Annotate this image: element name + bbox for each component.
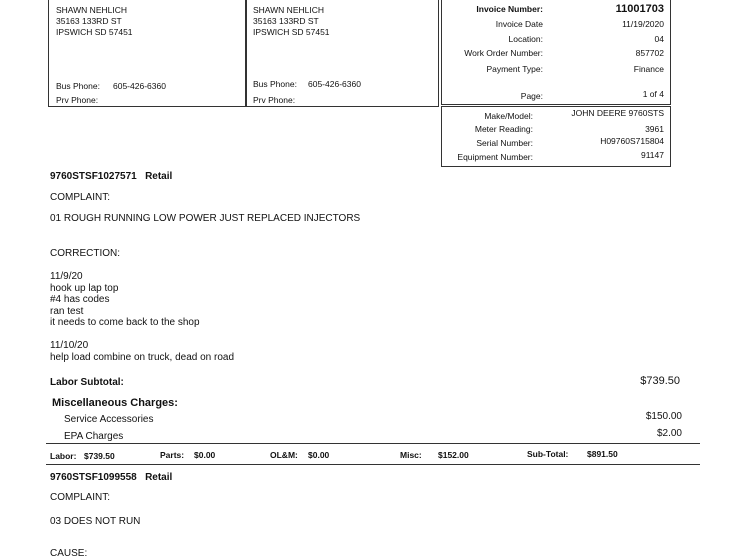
totals-misc: $152.00 bbox=[438, 450, 469, 460]
work-order-label: Work Order Number: bbox=[464, 48, 543, 58]
ship-to-street: 35163 133RD ST bbox=[253, 16, 319, 26]
job1-notes bbox=[50, 271, 200, 329]
note-line: it needs to come back to the shop bbox=[50, 317, 200, 328]
totals-rule bbox=[46, 443, 700, 444]
make-model-label: Make/Model: bbox=[484, 111, 533, 121]
ship-to-name: SHAWN NEHLICH bbox=[253, 5, 324, 15]
job2-cause-label: CAUSE: bbox=[50, 548, 88, 559]
labor-subtotal: $739.50 bbox=[640, 375, 680, 387]
note-line: 11/10/20 bbox=[50, 340, 89, 351]
sold-to-name: SHAWN NEHLICH bbox=[56, 5, 127, 15]
location-value: 04 bbox=[654, 34, 664, 44]
payment-type-label: Payment Type: bbox=[486, 64, 543, 74]
totals-parts-label: Parts: bbox=[160, 450, 185, 460]
ship-to-bus-phone: 605-426-6360 bbox=[308, 79, 361, 89]
job1-heading: 9760STSF1027571 Retail bbox=[50, 171, 173, 182]
totals-olm-label: OL&M: bbox=[270, 450, 298, 460]
meter-reading: 3961 bbox=[645, 124, 664, 134]
job2-complaint: 03 DOES NOT RUN bbox=[50, 516, 141, 527]
payment-type: Finance bbox=[633, 64, 664, 74]
work-order-number: 857702 bbox=[635, 48, 664, 58]
note-line: hook up lap top bbox=[50, 282, 119, 294]
job1-complaint: 01 ROUGH RUNNING LOW POWER JUST REPLACED INJECTORS bbox=[50, 213, 361, 224]
sold-to-bus-phone-label: Bus Phone: bbox=[56, 81, 100, 91]
sold-to-prv-phone-label: Prv Phone: bbox=[56, 95, 99, 105]
misc-item-epa-charges-value: $2.00 bbox=[656, 428, 682, 439]
note-line: 11/9/20 bbox=[50, 271, 83, 282]
note-line: ran test bbox=[50, 305, 84, 317]
equipment-number: 91147 bbox=[640, 150, 664, 160]
misc-item-epa-charges: EPA Charges bbox=[64, 431, 124, 442]
sold-to-city: IPSWICH SD 57451 bbox=[56, 27, 133, 37]
totals-labor-label: Labor: bbox=[50, 451, 77, 461]
totals-misc-label: Misc: bbox=[400, 450, 422, 460]
totals-rule-bottom bbox=[46, 464, 700, 465]
misc-item-service-accessories: Service Accessories bbox=[64, 414, 154, 425]
job2-heading: 9760STSF1099558 Retail bbox=[50, 472, 173, 483]
invoice-date: 11/19/2020 bbox=[622, 19, 664, 29]
totals-olm: $0.00 bbox=[308, 450, 330, 460]
job1-complaint-label: COMPLAINT: bbox=[50, 192, 111, 203]
totals-subtotal-label: Sub-Total: bbox=[527, 449, 569, 459]
totals-labor: $739.50 bbox=[84, 451, 115, 461]
page-label: Page: bbox=[520, 91, 543, 101]
job1-correction-label: CORRECTION: bbox=[50, 248, 120, 259]
ship-to-city: IPSWICH SD 57451 bbox=[253, 27, 330, 37]
equipment-number-label: Equipment Number: bbox=[457, 152, 533, 162]
job1-notes-2 bbox=[50, 340, 234, 363]
location-label: Location: bbox=[508, 34, 543, 44]
totals-parts: $0.00 bbox=[194, 450, 216, 460]
serial-number: H09760S715804 bbox=[600, 136, 664, 146]
page-number: 1 of 4 bbox=[642, 89, 664, 99]
note-line: help load combine on truck, dead on road bbox=[50, 351, 235, 363]
note-line: #4 has codes bbox=[50, 294, 110, 305]
misc-charges-label: Miscellaneous Charges: bbox=[52, 397, 178, 409]
ship-to-prv-phone-label: Prv Phone: bbox=[253, 95, 296, 105]
sold-to-street: 35163 133RD ST bbox=[56, 16, 122, 26]
sold-to-bus-phone: 605-426-6360 bbox=[113, 81, 166, 91]
serial-number-label: Serial Number: bbox=[476, 138, 533, 148]
job2-complaint-label: COMPLAINT: bbox=[50, 492, 111, 503]
invoice-number: 11001703 bbox=[615, 3, 664, 15]
totals-subtotal: $891.50 bbox=[587, 449, 618, 459]
ship-to-bus-phone-label: Bus Phone: bbox=[253, 79, 297, 89]
make-model: JOHN DEERE 9760STS bbox=[571, 108, 664, 118]
invoice-number-label: Invoice Number: bbox=[476, 4, 543, 14]
labor-subtotal-label: Labor Subtotal: bbox=[50, 377, 124, 388]
misc-item-service-accessories-value: $150.00 bbox=[645, 411, 682, 422]
invoice-date-label: Invoice Date bbox=[495, 19, 543, 29]
meter-reading-label: Meter Reading: bbox=[474, 124, 533, 134]
